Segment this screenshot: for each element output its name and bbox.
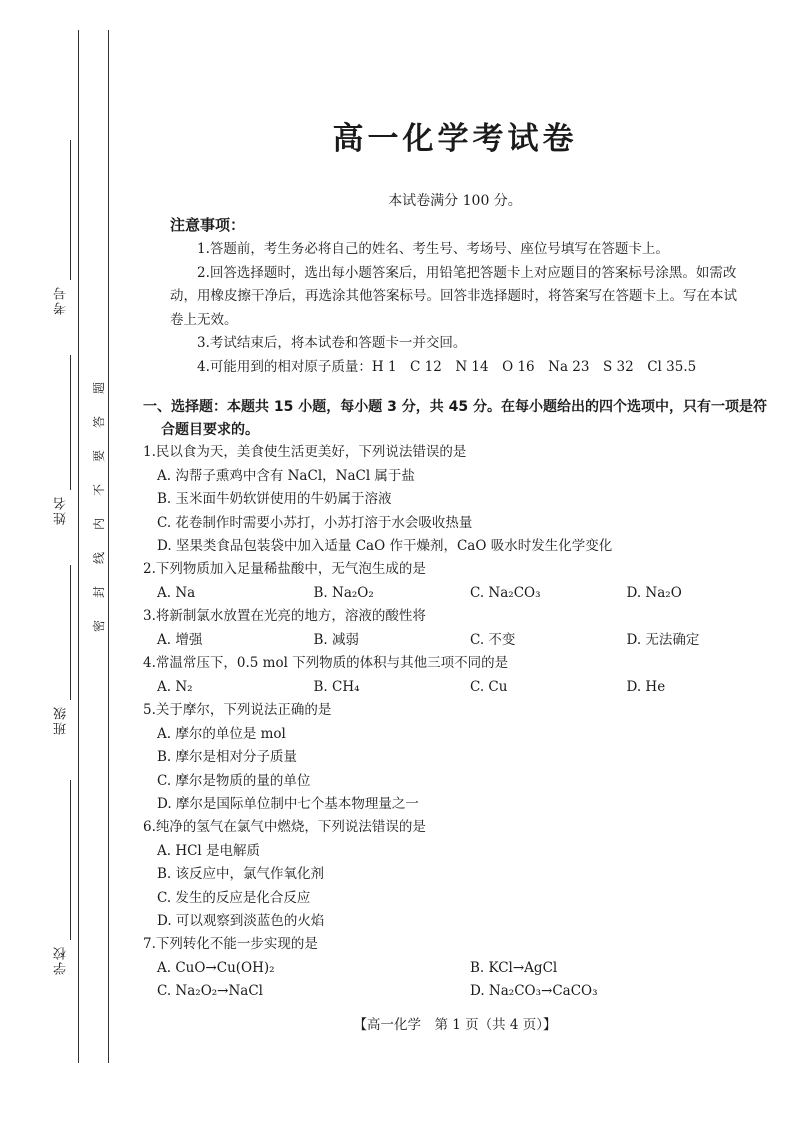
option-b: B. Na₂O₂ [313,584,374,601]
option-a: A. N₂ [157,678,193,695]
seal-warning [91,382,107,632]
question-stem: 1.民以食为天，美食使生活更美好，下列说法错误的是 [143,444,467,460]
field-name-label: 姓名 [54,495,69,525]
question-7 [143,933,783,1004]
option-a: A. 摩尔的单位是 mol [157,725,286,742]
question-stem: 3.将新制氯水放置在光亮的地方，溶液的酸性将 [143,608,426,624]
seal-char: 题 [91,381,106,395]
binding-margin [0,0,120,1123]
option-row [143,629,783,653]
full-score: 本试卷满分 100 分。 [388,193,522,209]
option-c: C. 花卷制作时需要小苏打，小苏打溶于水会吸收热量 [157,514,473,531]
option-d: D. Na₂O [626,584,682,601]
question-stem: 4.常温常压下，0.5 mol 下列物质的体积与其他三项不同的是 [143,655,509,671]
section-heading-line: 一、选择题：本题共 15 小题，每小题 3 分，共 45 分。在每小题给出的四个选项中，只有一项是符 [143,399,767,415]
section-heading [143,396,783,442]
page-footer: 【高一化学 第 1 页（共 4 页）】 [353,1017,557,1033]
binding-line-outer [78,30,79,1063]
option-b: B. 该反应中，氯气作氧化剂 [157,866,325,882]
option-row [143,957,783,981]
seal-char: 要 [91,449,106,463]
option-b: B. 摩尔是相对分子质量 [157,749,298,765]
notice-item: 4.可能用到的相对原子质量：H 1 C 12 N 14 O 16 Na 23 S 32 Cl 35.5 [197,358,697,375]
field-exam-number-blank [70,140,71,280]
option-row [143,980,783,1004]
option-b: B. 玉米面牛奶软饼使用的牛奶属于溶液 [157,491,392,507]
section-heading-line: 合题目要求的。 [161,422,259,438]
field-name-blank [70,355,71,490]
seal-char: 不 [91,483,106,497]
option-c: C. Na₂CO₃ [470,584,541,601]
seal-char: 封 [91,585,106,599]
question-stem: 6.纯净的氢气在氯气中燃烧，下列说法错误的是 [143,819,426,835]
question-3 [143,605,783,652]
question-2 [143,558,783,605]
question-stem: 7.下列转化不能一步实现的是 [143,936,318,952]
notice-item: 2.回答选择题时，选出每小题答案后，用铅笔把答题卡上对应题目的答案标号涂黑。如需改动，用橡皮擦干净后，再选涂其他答案标号。回答非选择题时，将答案写在答题卡上。写在本试卷上无效。 [170,264,737,328]
question-4 [143,652,783,699]
option-d: D. 摩尔是国际单位制中七个基本物理量之一 [157,796,419,812]
question-1 [143,441,783,559]
seal-char: 答 [91,415,106,429]
option-a: A. 沟帮子熏鸡中含有 NaCl，NaCl 属于盐 [157,467,415,484]
seal-char: 密 [91,619,106,633]
option-d: D. 坚果类食品包装袋中加入适量 CaO 作干燥剂，CaO 吸水时发生化学变化 [157,538,613,554]
option-c: C. 发生的反应是化合反应 [157,889,311,906]
notice-item: 1.答题前，考生务必将自己的姓名、考生号、考场号、座位号填写在答题卡上。 [197,241,669,257]
field-exam-number-label: 考号 [54,285,69,315]
option-a: A. HCl 是电解质 [157,842,261,859]
option-a: A. 增强 [157,631,203,648]
option-c: C. Na₂O₂→NaCl [157,983,264,999]
seal-char: 线 [91,551,106,565]
option-a: A. Na [157,584,196,601]
field-class-blank [70,565,71,700]
option-d: D. 可以观察到淡蓝色的火焰 [157,913,325,929]
option-row [143,582,783,606]
option-d: D. Na₂CO₃→CaCO₃ [470,983,598,999]
option-c: C. Cu [470,678,508,695]
notice-heading: 注意事项： [170,216,246,234]
option-row [143,676,783,700]
option-a: A. CuO→Cu(OH)₂ [157,959,275,976]
option-c: C. 摩尔是物质的量的单位 [157,772,311,789]
option-b: B. KCl→AgCl [470,959,558,976]
notice-list [170,238,750,379]
exam-title: 高一化学考试卷 [332,121,578,157]
field-school-label: 学校 [54,945,69,975]
option-b: B. 减弱 [313,631,360,648]
notice-item: 3.考试结束后，将本试卷和答题卡一并交回。 [197,335,467,351]
question-stem: 2.下列物质加入足量稀盐酸中，无气泡生成的是 [143,561,426,577]
option-b: B. CH₄ [313,678,360,695]
question-6 [143,816,783,934]
option-d: D. 无法确定 [626,631,700,648]
field-class-label: 班级 [54,705,69,735]
option-c: C. 不变 [470,631,516,648]
field-school-blank [70,780,71,940]
question-stem: 5.关于摩尔，下列说法正确的是 [143,702,332,718]
binding-line-inner [108,30,109,1063]
option-d: D. He [626,678,666,695]
question-5 [143,699,783,817]
seal-char: 内 [91,517,106,531]
